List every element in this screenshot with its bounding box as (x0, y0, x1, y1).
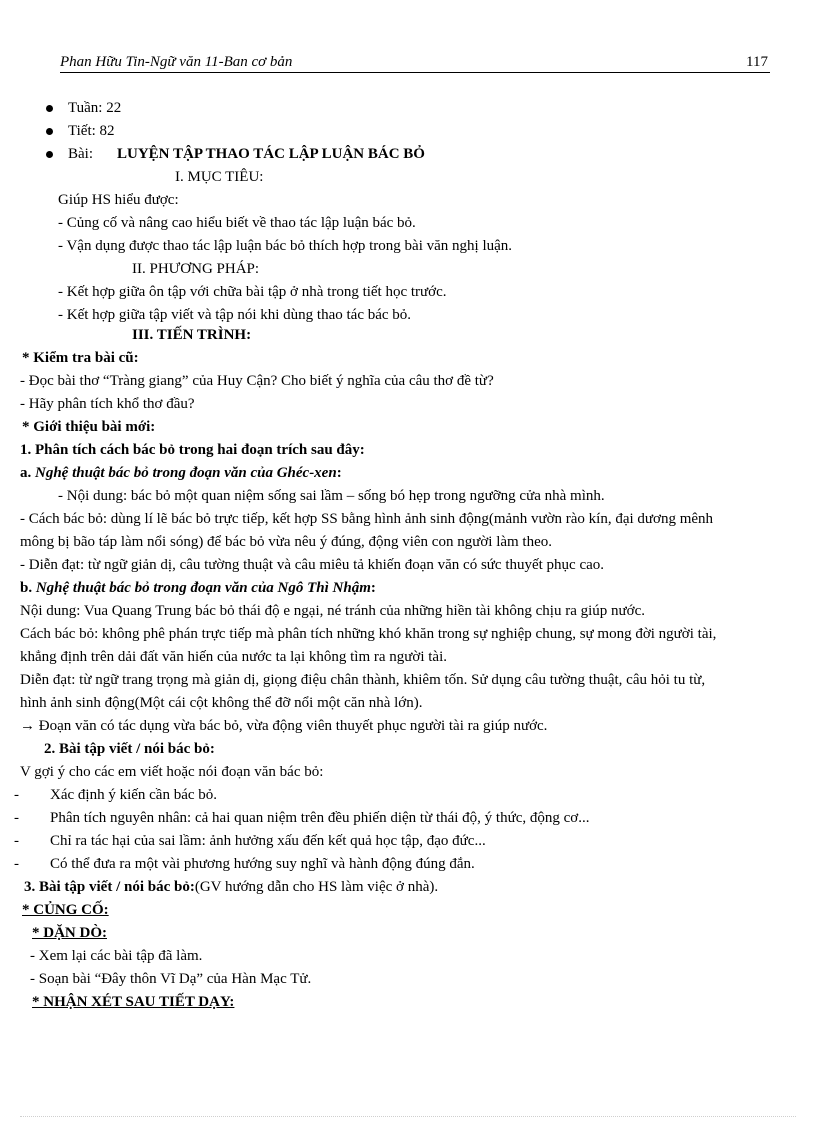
header-author-title: Phan Hữu Tin-Ngữ văn 11-Ban cơ bản (60, 54, 293, 70)
dash-marker: - (14, 856, 19, 872)
review-question: - Hãy phân tích khổ thơ đầu? (20, 396, 195, 412)
homework-heading: * DẶN DÒ: (32, 925, 107, 941)
part-a-colon: : (336, 465, 342, 481)
part-a-line: - Cách bác bỏ: dùng lí lẽ bác bỏ trực tiếp, kết hợp SS bằng hình ảnh sinh động(mảnh vườn rào kín, đại dương mênh (20, 511, 714, 527)
part-b-prefix: b. (20, 580, 36, 596)
new-lesson-heading: * Giới thiệu bài mới: (22, 419, 156, 435)
homework-item: - Xem lại các bài tập đã làm. (30, 948, 203, 964)
objective-item: - Vận dụng được thao tác lập luận bác bỏ thích hợp trong bài văn nghị luận. (58, 238, 513, 254)
lesson-number: Tiết: 82 (68, 123, 115, 139)
objectives-intro: Giúp HS hiểu được: (58, 192, 179, 208)
dash-marker: - (14, 833, 19, 849)
section-objectives-heading: I. MỤC TIÊU: (175, 169, 264, 185)
page-header (60, 52, 770, 73)
objective-item: - Củng cố và nâng cao hiểu biết về thao tác lập luận bác bỏ. (58, 215, 416, 231)
part-a-title: Nghệ thuật bác bỏ trong đoạn văn của Ghéc-xen (35, 465, 337, 481)
part-b-colon: : (370, 580, 376, 596)
part-a-line: mông bị bão táp làm nổi sóng) để bác bỏ vừa nêu ý đúng, động viên con người làm theo. (20, 534, 553, 550)
page-number: 117 (746, 54, 768, 70)
part-b-line: Cách bác bỏ: không phê phán trực tiếp mà phân tích những khó khăn trong sự nghiệp chung, sự mong đời người tài, (20, 626, 717, 642)
part-b-heading (20, 578, 376, 598)
part-2-heading: 2. Bài tập viết / nói bác bỏ: (44, 741, 215, 757)
section-methods-heading: II. PHƯƠNG PHÁP: (132, 261, 260, 277)
part-b-conclusion: → Đoạn văn có tác dụng vừa bác bỏ, vừa động viên thuyết phục người tài ra giúp nước. (20, 718, 548, 734)
part-3-heading (24, 877, 438, 897)
review-heading: * Kiểm tra bài cũ: (22, 350, 139, 366)
consolidate-heading: * CỦNG CỐ: (22, 902, 109, 918)
method-item: - Kết hợp giữa ôn tập với chữa bài tập ở nhà trong tiết học trước. (58, 284, 447, 300)
part-2-item: Có thể đưa ra một vài phương hướng suy nghĩ và hành động đúng đắn. (50, 856, 475, 872)
part-b-line: hình ảnh sinh động(Một cái cột không thể đỡ nổi một căn nhà lớn). (20, 695, 423, 711)
bullet-dot (46, 151, 53, 158)
part-a-line: - Diễn đạt: từ ngữ giản dị, câu tường thuật và câu miêu tả khiến đoạn văn có sức thuyết phục cao. (20, 557, 605, 573)
method-item: - Kết hợp giữa tập viết và tập nói khi dùng thao tác bác bỏ. (58, 307, 412, 323)
dash-marker: - (14, 787, 19, 803)
part-b-line: Diễn đạt: từ ngữ trang trọng mà giản dị, giọng điệu chân thành, khiêm tốn. Sử dụng câu tường thuật, câu hỏi tu từ, (20, 672, 706, 688)
part-2-intro: V gợi ý cho các em viết hoặc nói đoạn văn bác bỏ: (20, 764, 324, 780)
bullet-dot (46, 105, 53, 112)
part-b-title: Nghệ thuật bác bỏ trong đoạn văn của Ngô Thì Nhậm (35, 580, 371, 596)
part-b-line: khẳng định trên dải đất văn hiến của nước ta lại không tìm ra người tài. (20, 649, 448, 665)
part-a-line: - Nội dung: bác bỏ một quan niệm sống sai lầm – sống bó hẹp trong ngưỡng cửa nhà mình. (58, 488, 605, 504)
lesson-label: Bài: (68, 146, 93, 162)
part-a-heading (20, 463, 342, 483)
part-1-heading: 1. Phân tích cách bác bỏ trong hai đoạn trích sau đây: (20, 442, 365, 458)
lesson-title: LUYỆN TẬP THAO TÁC LẬP LUẬN BÁC BỎ (117, 146, 425, 162)
part-2-item: Xác định ý kiến cần bác bỏ. (50, 787, 218, 803)
part-2-item: Phân tích nguyên nhân: cả hai quan niệm trên đều phiến diện từ thái độ, ý thức, động cơ... (50, 810, 590, 826)
part-2-item: Chỉ ra tác hại của sai lầm: ảnh hưởng xấu đến kết quả học tập, đạo đức... (50, 833, 486, 849)
bullet-dot (46, 128, 53, 135)
week-label: Tuần: 22 (68, 100, 122, 116)
remarks-heading: * NHẬN XÉT SAU TIẾT DẠY: (32, 994, 235, 1010)
section-process-heading: III. TIẾN TRÌNH: (132, 327, 252, 343)
part-3-note: (GV hướng dẫn cho HS làm việc ở nhà). (194, 879, 439, 895)
review-question: - Đọc bài thơ “Tràng giang” của Huy Cận? Cho biết ý nghĩa của câu thơ đề từ? (20, 373, 494, 389)
page-bottom-border (20, 1116, 796, 1117)
part-3-title: 3. Bài tập viết / nói bác bỏ: (24, 879, 195, 895)
dash-marker: - (14, 810, 19, 826)
part-a-prefix: a. (20, 465, 35, 481)
part-b-line: Nội dung: Vua Quang Trung bác bỏ thái độ e ngại, né tránh của những hiền tài không chịu ra giúp nước. (20, 603, 645, 619)
homework-item: - Soạn bài “Đây thôn Vĩ Dạ” của Hàn Mạc Tử. (30, 971, 312, 987)
